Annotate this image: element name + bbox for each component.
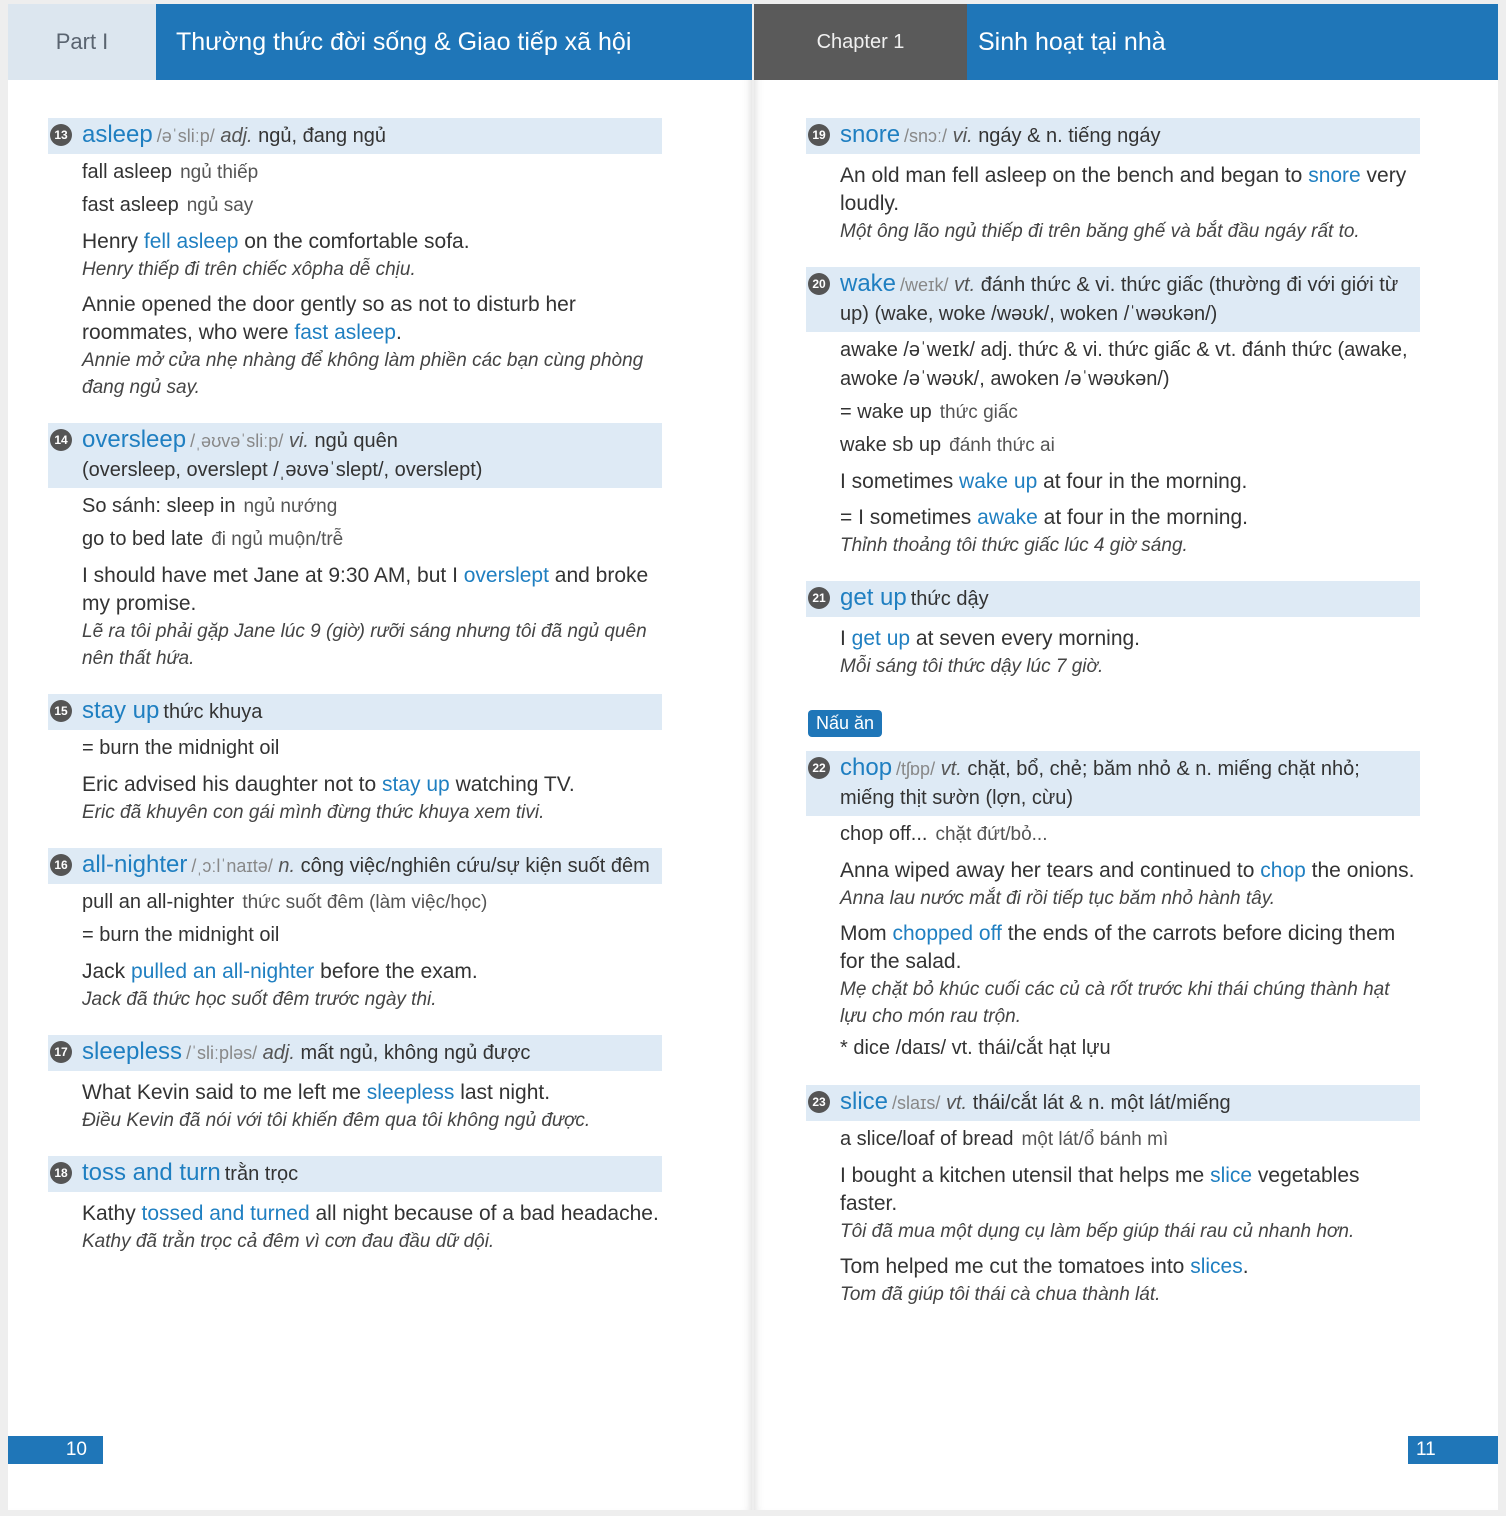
vocab-entry — [812, 267, 1420, 559]
entry-headword — [48, 1035, 662, 1071]
entry-headword — [48, 118, 662, 154]
term: fast asleep — [82, 194, 179, 216]
example-translation: Tom đã giúp tôi thái cà chua thành lát. — [840, 1284, 1161, 1305]
highlighted-term: wake up — [959, 470, 1038, 493]
example — [82, 771, 662, 826]
example-english: I get up at seven every morning. — [840, 627, 1141, 650]
example-english: Jack pulled an all-nighter before the exam. — [82, 960, 478, 983]
related-term — [840, 336, 1420, 394]
example-english: = I sometimes awake at four in the morning. — [840, 506, 1248, 529]
entry-headword — [48, 848, 662, 884]
highlighted-term: stay up — [382, 773, 450, 796]
chapter-title: Sinh hoạt tại nhà — [978, 27, 1166, 56]
example-translation: Annie mở cửa nhẹ nhàng để không làm phiền các bạn cùng phòng đang ngủ say. — [82, 350, 644, 398]
entry-number-badge: 13 — [50, 124, 72, 146]
term: chop off... — [840, 823, 928, 845]
left-content — [54, 118, 662, 1277]
related-terms — [840, 336, 1420, 460]
related-term — [82, 525, 662, 554]
entry-number-badge: 16 — [50, 854, 72, 876]
entry-number-badge: 19 — [808, 124, 830, 146]
term: go to bed late — [82, 528, 204, 550]
example-translation: Điều Kevin đã nói với tôi khiến đêm qua tôi không ngủ được. — [82, 1110, 591, 1131]
part-of-speech: vi. — [952, 125, 973, 147]
example — [840, 625, 1420, 680]
vocab-entry — [812, 118, 1420, 245]
example-english: Kathy tossed and turned all night because of a bad headache. — [82, 1202, 659, 1225]
entry-headword — [806, 1085, 1420, 1121]
example-english: I bought a kitchen utensil that helps me slice vegetables faster. — [840, 1164, 1360, 1215]
highlighted-term: get up — [851, 627, 911, 650]
headword: get up — [840, 584, 907, 611]
related-terms — [82, 158, 662, 220]
highlighted-term: awake — [977, 506, 1038, 529]
highlighted-term: fell asleep — [143, 230, 239, 253]
meaning: ngủ, đang ngủ — [258, 125, 387, 147]
entry-number-badge: 18 — [50, 1162, 72, 1184]
term: a slice/loaf of bread — [840, 1128, 1014, 1150]
vocab-entry — [54, 1156, 662, 1255]
vocab-entry — [54, 423, 662, 672]
entry-headword — [806, 267, 1420, 332]
term-meaning: ngủ nướng — [243, 496, 338, 517]
example-translation: Eric đã khuyên con gái mình đừng thức khuya xem tivi. — [82, 802, 545, 823]
headword: all-nighter — [82, 851, 188, 878]
example-translation: Lẽ ra tôi phải gặp Jane lúc 9 (giờ) rưỡi sáng nhưng tôi đã ngủ quên nên thất hứa. — [82, 621, 647, 669]
entry-number-badge: 21 — [808, 587, 830, 609]
example — [840, 504, 1420, 559]
phonetic: /snɔː/ — [904, 126, 948, 146]
highlighted-term: fast asleep — [294, 321, 396, 344]
headword: wake — [840, 270, 897, 297]
example-english: What Kevin said to me left me sleepless last night. — [82, 1081, 551, 1104]
related-term — [82, 888, 662, 917]
section-badge: Nấu ăn — [808, 710, 882, 737]
example-translation: Jack đã thức học suốt đêm trước ngày thi. — [82, 989, 437, 1010]
example-translation: Mẹ chặt bỏ khúc cuối các củ cà rốt trước khi thái chúng thành hạt lựu cho món rau trộn. — [840, 979, 1390, 1027]
highlighted-term: slice — [1210, 1164, 1253, 1187]
example — [82, 1200, 662, 1255]
example — [840, 468, 1420, 496]
part-of-speech: vt. — [954, 274, 976, 296]
related-term — [82, 158, 662, 187]
example — [840, 920, 1420, 1030]
part-of-speech: adj. — [220, 125, 253, 147]
entry-number-badge: 14 — [50, 429, 72, 451]
entries-group-b — [812, 751, 1420, 1308]
entry-number-badge: 17 — [50, 1041, 72, 1063]
headword: chop — [840, 754, 893, 781]
page-number: 11 — [1416, 1439, 1436, 1460]
example-english: Henry fell asleep on the comfortable sofa. — [82, 230, 470, 253]
example-translation: Thỉnh thoảng tôi thức giấc lúc 4 giờ sáng. — [840, 535, 1188, 556]
term-meaning: đánh thức ai — [949, 435, 1055, 456]
highlighted-term: chopped off — [892, 922, 1002, 945]
headword: oversleep — [82, 426, 187, 453]
example-english: Mom chopped off the ends of the carrots before dicing them for the salad. — [840, 922, 1396, 973]
page-header — [8, 4, 752, 80]
example — [82, 228, 662, 283]
vocab-entry — [54, 1035, 662, 1134]
term-meaning: ngủ say — [186, 195, 254, 216]
page-number-bar — [8, 1436, 103, 1464]
related-term — [840, 431, 1420, 460]
part-title: Thường thức đời sống & Giao tiếp xã hội — [176, 27, 632, 56]
highlighted-term: chop — [1260, 859, 1306, 882]
related-term — [840, 398, 1420, 427]
headword: slice — [840, 1088, 889, 1115]
term: wake sb up — [840, 434, 942, 456]
related-terms — [840, 1125, 1420, 1154]
meaning: thái/cắt lát & n. một lát/miếng — [972, 1092, 1231, 1114]
vocab-entry — [54, 694, 662, 826]
related-term — [82, 734, 662, 763]
meaning: thức khuya — [163, 701, 263, 723]
headword: snore — [840, 121, 901, 148]
meaning: công việc/nghiên cứu/sự kiện suốt đêm — [300, 855, 650, 877]
meaning: mất ngủ, không ngủ được — [300, 1042, 531, 1064]
entry-headword — [48, 694, 662, 730]
phonetic: /ˌəʊvəˈsliːp/ — [190, 431, 284, 451]
term: fall asleep — [82, 161, 173, 183]
right-page — [754, 4, 1498, 1510]
example-english: Eric advised his daughter not to stay up watching TV. — [82, 773, 575, 796]
example-translation: Tôi đã mua một dụng cụ làm bếp giúp thái rau củ nhanh hơn. — [840, 1221, 1355, 1242]
page-number: 10 — [65, 1439, 87, 1460]
example — [82, 562, 662, 672]
related-term — [82, 921, 662, 950]
entry-headword — [48, 1156, 662, 1192]
term-meaning: ngủ thiếp — [180, 162, 259, 183]
term-meaning: đi ngủ muộn/trễ — [211, 529, 344, 550]
example-english: An old man fell asleep on the bench and began to snore very loudly. — [840, 164, 1407, 215]
vocab-entry — [812, 581, 1420, 680]
usage-note: * dice /daɪs/ vt. thái/cắt hạt lựu — [840, 1037, 1111, 1059]
entry-number-badge: 22 — [808, 757, 830, 779]
term: awake /əˈweɪk/ adj. thức & vi. thức giấc & vt. đánh thức (awake, awoke /əˈwəʊk/, awoken /əˈwəʊkən/) — [840, 339, 1408, 390]
related-terms — [82, 492, 662, 554]
phonetic: /ˈsliːpləs/ — [186, 1043, 258, 1063]
term: = wake up — [840, 401, 932, 423]
part-of-speech: vt. — [940, 758, 962, 780]
phonetic: /weɪk/ — [900, 275, 949, 295]
part-label: Part I — [8, 4, 156, 80]
example-translation: Một ông lão ngủ thiếp đi trên băng ghế và bắt đầu ngáy rất to. — [840, 221, 1360, 242]
vocab-entry — [812, 1085, 1420, 1308]
term: = burn the midnight oil — [82, 924, 280, 946]
highlighted-term: overslept — [463, 564, 549, 587]
vocab-entry — [812, 751, 1420, 1063]
headword: stay up — [82, 697, 160, 724]
term: = burn the midnight oil — [82, 737, 280, 759]
example — [840, 162, 1420, 245]
example — [82, 958, 662, 1013]
example-english: I should have met Jane at 9:30 AM, but I overslept and broke my promise. — [82, 564, 649, 615]
related-term — [82, 492, 662, 521]
example-english: Tom helped me cut the tomatoes into slices. — [840, 1255, 1249, 1278]
example — [840, 857, 1420, 912]
term-meaning: một lát/ổ bánh mì — [1021, 1129, 1169, 1150]
entry-headword — [806, 751, 1420, 816]
example-english: Anna wiped away her tears and continued to chop the onions. — [840, 859, 1415, 882]
part-of-speech: n. — [278, 855, 296, 877]
phonetic: /slaɪs/ — [892, 1093, 941, 1113]
part-of-speech: vt. — [946, 1092, 968, 1114]
part-of-speech: adj. — [262, 1042, 295, 1064]
term-meaning: thức giấc — [939, 402, 1018, 423]
phonetic: /tʃɒp/ — [896, 759, 936, 779]
highlighted-term: slices — [1190, 1255, 1243, 1278]
chapter-label: Chapter 1 — [754, 4, 967, 80]
page-number-bar — [1408, 1436, 1498, 1464]
phonetic: /əˈsliːp/ — [156, 126, 215, 146]
meaning: trằn trọc — [224, 1163, 299, 1185]
headword: asleep — [82, 121, 153, 148]
example-english: I sometimes wake up at four in the morning. — [840, 470, 1248, 493]
related-terms — [840, 820, 1420, 849]
vocab-entry — [54, 118, 662, 401]
highlighted-term: tossed and turned — [141, 1202, 310, 1225]
headword: sleepless — [82, 1038, 183, 1065]
term-meaning: thức suốt đêm (làm việc/học) — [242, 892, 488, 913]
example-translation: Kathy đã trằn trọc cả đêm vì cơn đau đầu dữ dội. — [82, 1231, 495, 1252]
meaning: thức dậy — [910, 588, 989, 610]
entries-group-a — [812, 118, 1420, 680]
related-terms — [82, 888, 662, 950]
page-header — [754, 4, 1498, 80]
entry-headword — [806, 118, 1420, 154]
entry-headword — [48, 423, 662, 488]
related-term — [840, 820, 1420, 849]
entry-number-badge: 15 — [50, 700, 72, 722]
term: So sánh: sleep in — [82, 495, 236, 517]
part-of-speech: vi. — [288, 430, 309, 452]
example — [82, 291, 662, 401]
example — [840, 1253, 1420, 1308]
example-translation: Anna lau nước mắt đi rồi tiếp tục băm nhỏ hành tây. — [840, 888, 1276, 909]
meaning: chặt, bổ, chẻ; băm nhỏ & n. miếng chặt nhỏ; miếng thịt sườn (lợn, cừu) — [840, 758, 1360, 809]
example-translation: Henry thiếp đi trên chiếc xôpha dễ chịu. — [82, 259, 416, 280]
meaning: đánh thức & vi. thức giấc (thường đi với giới từ up) (wake, woke /wəʊk/, woken /ˈwəʊkən/) — [840, 274, 1399, 325]
example-translation: Mỗi sáng tôi thức dậy lúc 7 giờ. — [840, 656, 1104, 677]
entry-headword — [806, 581, 1420, 617]
highlighted-term: sleepless — [366, 1081, 455, 1104]
right-content — [812, 118, 1420, 1330]
example — [82, 1079, 662, 1134]
highlighted-term: snore — [1308, 164, 1361, 187]
example-english: Annie opened the door gently so as not to disturb her roommates, who were fast asleep. — [82, 293, 576, 344]
headword: toss and turn — [82, 1159, 221, 1186]
related-terms — [82, 734, 662, 763]
vocab-entry — [54, 848, 662, 1013]
entry-number-badge: 20 — [808, 273, 830, 295]
meaning: ngủ quên — [314, 430, 398, 452]
related-term — [840, 1125, 1420, 1154]
entry-number-badge: 23 — [808, 1091, 830, 1113]
meaning: ngáy & n. tiếng ngáy — [978, 125, 1161, 147]
example — [840, 1162, 1420, 1245]
term: pull an all-nighter — [82, 891, 235, 913]
term-meaning: chặt đứt/bỏ... — [935, 824, 1048, 845]
left-page — [8, 4, 752, 1510]
highlighted-term: pulled an all-nighter — [131, 960, 315, 983]
phonetic: /ˌɔːlˈnaɪtə/ — [191, 856, 273, 876]
related-term — [82, 191, 662, 220]
inflection-forms: (oversleep, overslept /ˌəʊvəˈslept/, overslept) — [82, 459, 483, 481]
